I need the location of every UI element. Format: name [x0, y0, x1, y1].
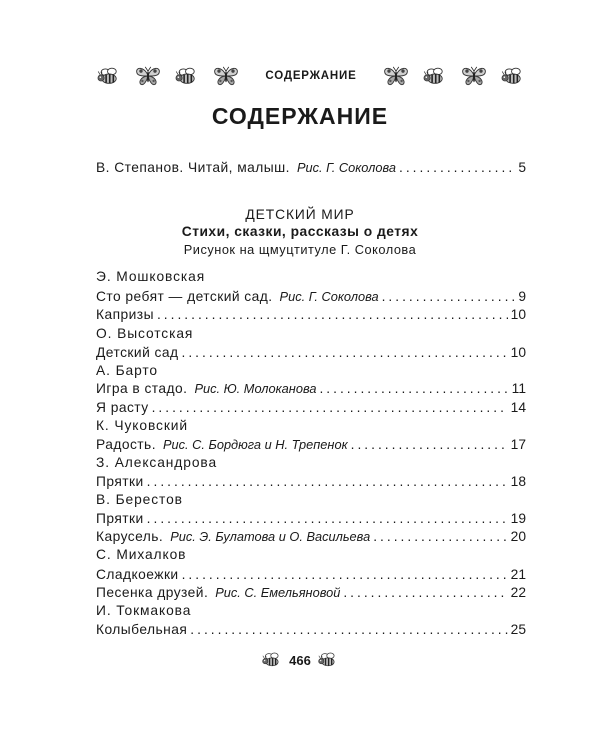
bee-icon: [500, 67, 526, 86]
entry-page: 14: [510, 400, 526, 415]
toc-entry: [96, 585, 526, 603]
entry-title: Прятки: [96, 511, 144, 526]
entry-illustrator: Рис. Э. Булатова и О. Васильева: [170, 529, 371, 544]
entry-title: Капризы: [96, 307, 154, 322]
toc-entry: [96, 160, 526, 178]
dot-leader: [147, 511, 508, 526]
entry-page: 19: [510, 511, 526, 526]
toc-entry: [96, 567, 526, 585]
author-name: И. Токмакова: [96, 603, 192, 618]
page-footer: [0, 652, 600, 668]
entry-title: Сто ребят — детский сад.: [96, 289, 273, 304]
toc-entry: [96, 511, 526, 529]
entry-illustrator: Рис. С. Бордюга и Н. Трепенок: [162, 437, 348, 452]
toc-entry: [96, 381, 526, 399]
dot-leader: [319, 381, 508, 396]
dot-leader: [343, 585, 507, 600]
butterfly-icon: [134, 65, 162, 87]
entry-title: Я расту: [96, 400, 149, 415]
author-name: А. Барто: [96, 363, 159, 378]
dot-leader: [147, 474, 508, 489]
toc-entry: [96, 307, 526, 325]
entry-title: Прятки: [96, 474, 144, 489]
entry-title: Радость.: [96, 437, 156, 452]
toc-entry: [96, 400, 526, 418]
butterfly-icon: [460, 65, 488, 87]
author-name: К. Чуковский: [96, 418, 188, 433]
entry-page: 18: [510, 474, 526, 489]
toc-entry: [96, 437, 526, 455]
entry-page: 22: [510, 585, 526, 600]
author-name: Э. Мошковская: [96, 269, 206, 284]
bee-icon: [422, 67, 448, 86]
author-name: В. Берестов: [96, 492, 183, 507]
bee-icon: [317, 652, 339, 668]
entry-title: Песенка друзей.: [96, 585, 209, 600]
dot-leader: [152, 400, 508, 415]
entry-page: 9: [518, 289, 526, 304]
dot-leader: [182, 567, 508, 582]
toc-entry: [96, 289, 526, 307]
entry-title: Игра в стадо.: [96, 381, 188, 396]
dot-leader: [157, 307, 508, 322]
dot-leader: [190, 622, 507, 637]
entry-page: 25: [510, 622, 526, 637]
dot-leader: [382, 289, 515, 304]
toc-entry: [96, 529, 526, 547]
toc-entry: [96, 622, 526, 640]
running-head: СОДЕРЖАНИЕ: [265, 70, 357, 82]
header-ornament-left: [96, 65, 240, 87]
entry-page: 21: [510, 567, 526, 582]
dot-leader: [373, 529, 507, 544]
dot-leader: [351, 437, 508, 452]
entry-title: Сладкоежки: [96, 567, 179, 582]
author-name: С. Михалков: [96, 547, 187, 562]
entry-illustrator: Рис. Г. Соколова: [279, 289, 379, 304]
page-title: СОДЕРЖАНИЕ: [211, 103, 389, 129]
entry-page: 10: [510, 307, 526, 322]
page-number: 466: [289, 652, 311, 668]
dot-leader: [181, 345, 507, 360]
header-ornament-right: [382, 65, 526, 87]
entry-title: Колыбельная: [96, 622, 188, 637]
bee-icon: [96, 67, 122, 86]
header-ornament-band: [96, 58, 526, 94]
dot-leader: [399, 160, 515, 175]
author-name: О. Высотская: [96, 326, 194, 341]
toc-entry: [96, 345, 526, 363]
butterfly-icon: [212, 65, 240, 87]
entry-illustrator: Рис. Г. Соколова: [296, 160, 396, 175]
entry-page: 20: [510, 529, 526, 544]
section-note: Рисунок на щмуцтитуле Г. Соколова: [183, 242, 417, 257]
entry-title: Детский сад: [96, 345, 179, 360]
entry-illustrator: Рис. Ю. Молоканова: [194, 381, 317, 396]
entry-page: 10: [510, 345, 526, 360]
entry-title: В. Степанов. Читай, малыш.: [96, 160, 290, 175]
section-subtitle: Стихи, сказки, рассказы о детях: [181, 224, 419, 239]
bee-icon: [261, 652, 283, 668]
entry-illustrator: Рис. С. Емельяновой: [215, 585, 341, 600]
entry-page: 5: [518, 160, 526, 175]
toc-entry: [96, 474, 526, 492]
author-name: З. Александрова: [96, 455, 218, 470]
entry-page: 11: [511, 381, 526, 396]
entry-page: 17: [510, 437, 526, 452]
entry-title: Карусель.: [96, 529, 164, 544]
bee-icon: [174, 67, 200, 86]
section-title: ДЕТСКИЙ МИР: [245, 207, 355, 222]
butterfly-icon: [382, 65, 410, 87]
